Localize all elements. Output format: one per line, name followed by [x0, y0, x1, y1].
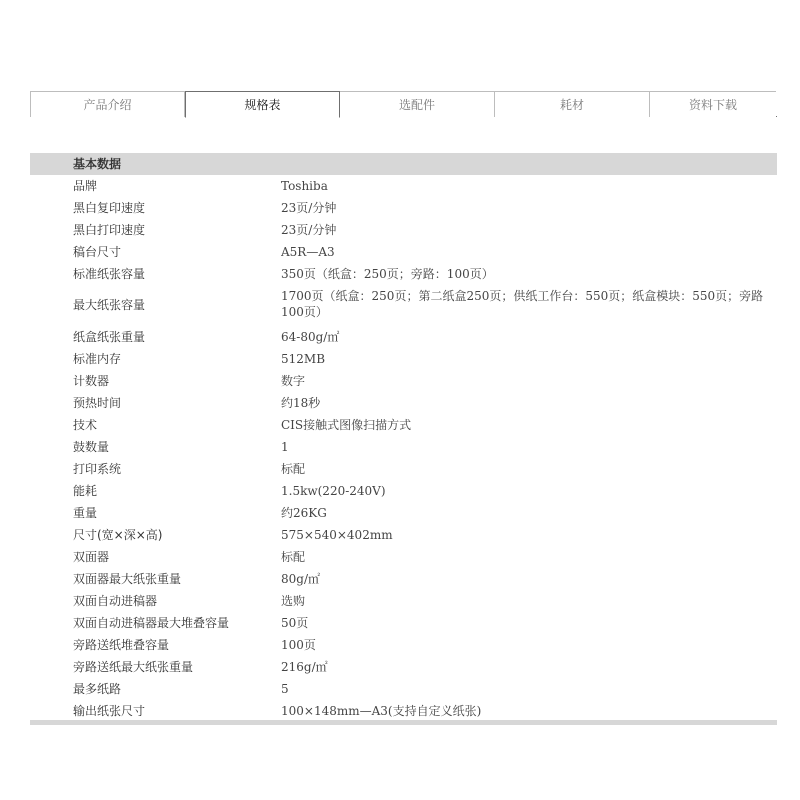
row-label: 旁路送纸最大纸张重量 [73, 660, 194, 674]
row-label: 尺寸(宽×深×高) [73, 528, 163, 542]
row-label: 重量 [73, 506, 98, 520]
row-label: 鼓数量 [73, 440, 110, 454]
tab-downloads[interactable]: 资料下载 [650, 91, 776, 117]
row-label: 纸盒纸张重量 [73, 330, 146, 344]
row-value: 23页/分钟 [281, 223, 337, 237]
table-row [30, 326, 777, 348]
row-label: 双面器最大纸张重量 [73, 572, 182, 586]
row-value: 100×148mm—A3(支持自定义纸张) [281, 704, 482, 718]
row-label: 标准内存 [73, 352, 122, 366]
row-label: 品牌 [73, 179, 98, 193]
row-value: CIS接触式图像扫描方式 [281, 418, 412, 432]
spec-table [30, 153, 777, 722]
table-row [30, 634, 777, 656]
table-row [30, 546, 777, 568]
tab-bar [30, 91, 777, 117]
table-row [30, 370, 777, 392]
tab-product-intro[interactable]: 产品介绍 [30, 91, 185, 117]
row-label: 预热时间 [73, 396, 122, 410]
row-value: 选购 [281, 594, 306, 608]
row-value-line: 1700页（纸盒：250页；第二纸盒250页；供纸工作台：550页；纸盒模块：550页；旁路 [281, 289, 764, 303]
table-row [30, 590, 777, 612]
section-title: 基本数据 [30, 153, 777, 175]
table-row [30, 700, 777, 722]
table-row [30, 524, 777, 546]
row-value: 100页 [281, 638, 316, 652]
row-label: 黑白复印速度 [73, 201, 146, 215]
tab-specifications[interactable]: 规格表 [185, 91, 340, 118]
row-value: 575×540×402mm [281, 528, 393, 542]
table-row [30, 285, 777, 326]
row-label: 技术 [73, 418, 98, 432]
row-value: 512MB [281, 352, 326, 366]
row-label: 最多纸路 [73, 682, 122, 696]
row-label: 双面自动进稿器 [73, 594, 158, 608]
row-value: 80g/㎡ [281, 572, 320, 586]
tab-consumables[interactable]: 耗材 [495, 91, 650, 117]
row-value: 约26KG [281, 506, 327, 520]
row-value: 1 [281, 440, 289, 454]
table-row [30, 480, 777, 502]
tab-accessories[interactable]: 选配件 [340, 91, 495, 117]
row-label: 打印系统 [73, 462, 122, 476]
table-row [30, 219, 777, 241]
row-value: 350页（纸盒：250页；旁路：100页） [281, 267, 494, 281]
table-row [30, 392, 777, 414]
row-label: 能耗 [73, 484, 98, 498]
row-label: 标准纸张容量 [73, 267, 146, 281]
row-value: 1.5kw(220-240V) [281, 484, 386, 498]
table-row [30, 436, 777, 458]
table-row [30, 612, 777, 634]
row-value [281, 288, 777, 325]
table-row [30, 263, 777, 285]
table-row [30, 568, 777, 590]
row-value: 64-80g/㎡ [281, 330, 340, 344]
row-label: 黑白打印速度 [73, 223, 146, 237]
row-value: 50页 [281, 616, 309, 630]
row-label: 计数器 [73, 374, 110, 388]
row-value: A5R—A3 [281, 245, 335, 259]
row-value-line: 100页） [281, 305, 328, 319]
table-row [30, 656, 777, 678]
row-label: 最大纸张容量 [73, 298, 146, 312]
table-row [30, 502, 777, 524]
row-value: 约18秒 [281, 396, 321, 410]
table-row [30, 414, 777, 436]
table-row [30, 678, 777, 700]
table-row [30, 241, 777, 263]
row-label: 输出纸张尺寸 [73, 704, 146, 718]
table-row [30, 197, 777, 219]
row-value: 标配 [281, 550, 306, 564]
table-row [30, 348, 777, 370]
table-row [30, 175, 777, 197]
row-value: Toshiba [281, 179, 328, 193]
row-label: 稿台尺寸 [73, 245, 122, 259]
row-value: 5 [281, 682, 289, 696]
table-row [30, 458, 777, 480]
table-footer-bar [30, 720, 777, 725]
row-value: 216g/㎡ [281, 660, 328, 674]
row-label: 双面器 [73, 550, 110, 564]
row-value: 23页/分钟 [281, 201, 337, 215]
row-label: 双面自动进稿器最大堆叠容量 [73, 616, 230, 630]
row-value: 数字 [281, 374, 306, 388]
row-value: 标配 [281, 462, 306, 476]
row-label: 旁路送纸堆叠容量 [73, 638, 170, 652]
